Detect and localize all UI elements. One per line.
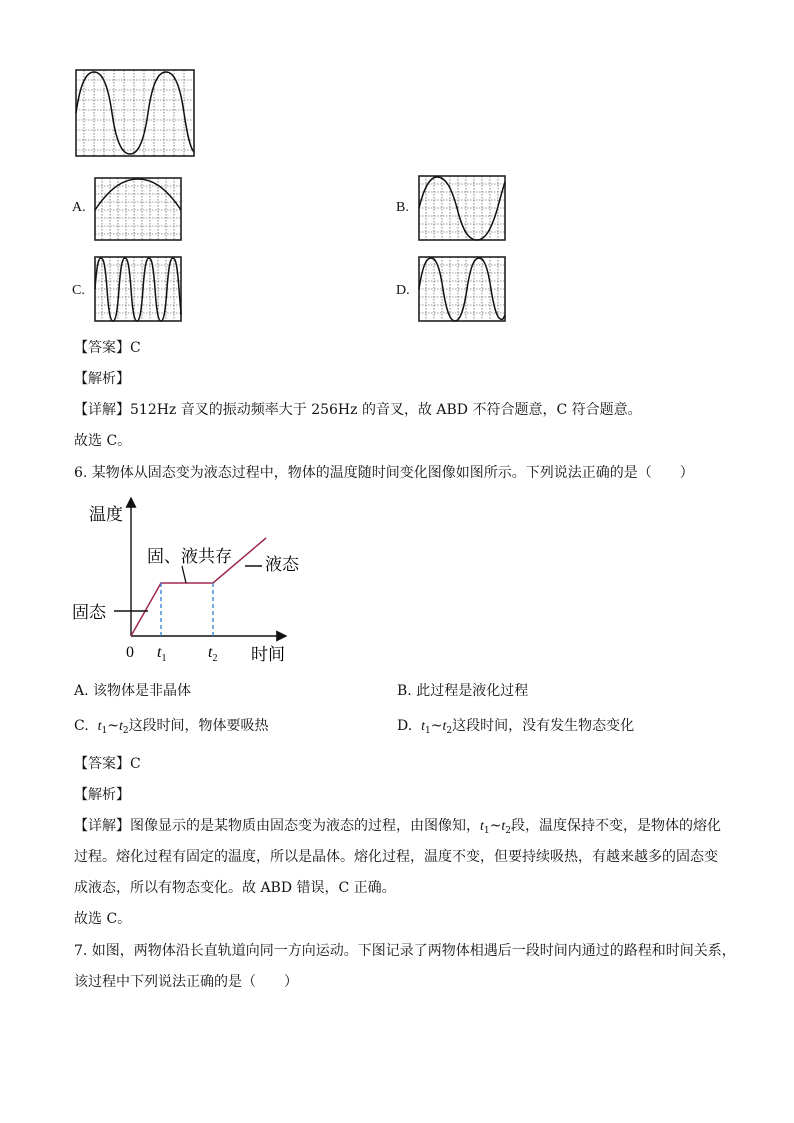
question7-line1: 7. 如图，两物体沿长直轨道向同一方向运动。下图记录了两物体相遇后一段时间内通过的路程和时间关系， — [74, 943, 736, 959]
answer-q6 — [74, 754, 141, 774]
detail-text: 512Hz 音叉的振动频率大于 256Hz 的音叉，故 ABD 不符合题意，C 符合题意。 — [130, 402, 642, 418]
t2-symbol: t — [118, 719, 123, 734]
option-d-label: D. — [396, 283, 410, 298]
detail-line1-a: 图像显示的是某物质由固态变为液态的过程，由图像知， — [130, 818, 480, 834]
analysis-tag-q5: 【解析】 — [74, 371, 130, 387]
option-c-label: C. — [72, 283, 85, 298]
t1-subscript: 1 — [483, 826, 490, 836]
t1-subscript: 1 — [424, 726, 431, 736]
option-a-label: A. — [72, 200, 86, 215]
option-c-text: 这段时间，物体要吸热 — [128, 718, 269, 734]
option-d-text: 这段时间，没有发生物态变化 — [452, 718, 635, 734]
detail-tag: 【详解】 — [74, 402, 130, 418]
q6-option-c — [74, 716, 269, 741]
option-b-label: B. — [396, 200, 409, 215]
tilde: ~ — [107, 718, 119, 734]
detail-q6-line3: 成液态，所以有物态变化。故 ABD 错误，C 正确。 — [74, 880, 396, 896]
tilde: ~ — [430, 718, 443, 734]
conclusion-q5: 故选 C。 — [74, 433, 132, 449]
q6-option-d — [397, 716, 634, 741]
t1-symbol: t — [97, 719, 102, 734]
t2-symbol: t — [442, 719, 447, 734]
detail-q6-line2: 过程。熔化过程有固定的温度，所以是晶体。熔化过程，温度不变，但要持续吸热，有越来越多的固态变 — [74, 849, 718, 865]
question7-line2: 该过程中下列说法正确的是（ ） — [74, 974, 298, 990]
option-a-waveform-figure — [93, 176, 185, 244]
q6-option-b: B. 此过程是液化过程 — [397, 683, 529, 699]
detail-q5 — [74, 400, 642, 420]
liquid-label: 液态 — [265, 555, 299, 575]
detail-tag: 【详解】 — [74, 818, 130, 834]
answer-tag: 【答案】 — [74, 756, 130, 772]
origin-label: 0 — [126, 644, 134, 661]
waveform — [76, 72, 194, 154]
option-d-prefix: D. — [397, 718, 413, 734]
answer-value: C — [130, 340, 141, 356]
reference-waveform-figure — [74, 68, 198, 160]
option-b-waveform-figure — [417, 174, 509, 244]
y-axis-label: 温度 — [89, 505, 123, 525]
question6-stem: 6. 某物体从固态变为液态过程中，物体的温度随时间变化图像如图所示。下列说法正确的是（ ） — [74, 465, 694, 481]
tilde: ~ — [489, 818, 502, 834]
t2-subscript: 2 — [446, 726, 453, 736]
option-c-prefix: C. — [74, 718, 89, 734]
detail-line1-b: 段，温度保持不变，是物体的熔化 — [510, 818, 721, 834]
conclusion-q6: 故选 C。 — [74, 911, 132, 927]
option-d-waveform-figure — [417, 255, 509, 325]
solid-label: 固态 — [72, 603, 106, 623]
t1-symbol: t — [421, 719, 425, 734]
detail-q6-line1 — [74, 816, 721, 841]
t2-subscript: 2 — [122, 726, 129, 736]
answer-value: C — [130, 756, 141, 772]
t2-symbol: t — [501, 819, 506, 834]
t2-subscript: 2 — [505, 826, 511, 836]
option-c-waveform-figure — [93, 255, 185, 325]
t1-subscript: 1 — [101, 726, 108, 736]
x-axis-label: 时间 — [251, 645, 285, 665]
temperature-time-graph — [70, 494, 300, 666]
answer-q5 — [74, 338, 141, 358]
q6-option-a: A. 该物体是非晶体 — [74, 683, 192, 699]
answer-tag: 【答案】 — [74, 340, 130, 356]
mixed-pointer — [182, 566, 186, 583]
analysis-tag-q6: 【解析】 — [74, 787, 130, 803]
t2-label: $t_2$ — [208, 644, 218, 664]
t1-label: $t_1$ — [157, 644, 167, 664]
mixed-label: 固、液共存 — [147, 547, 232, 567]
t1-symbol: t — [480, 819, 484, 834]
